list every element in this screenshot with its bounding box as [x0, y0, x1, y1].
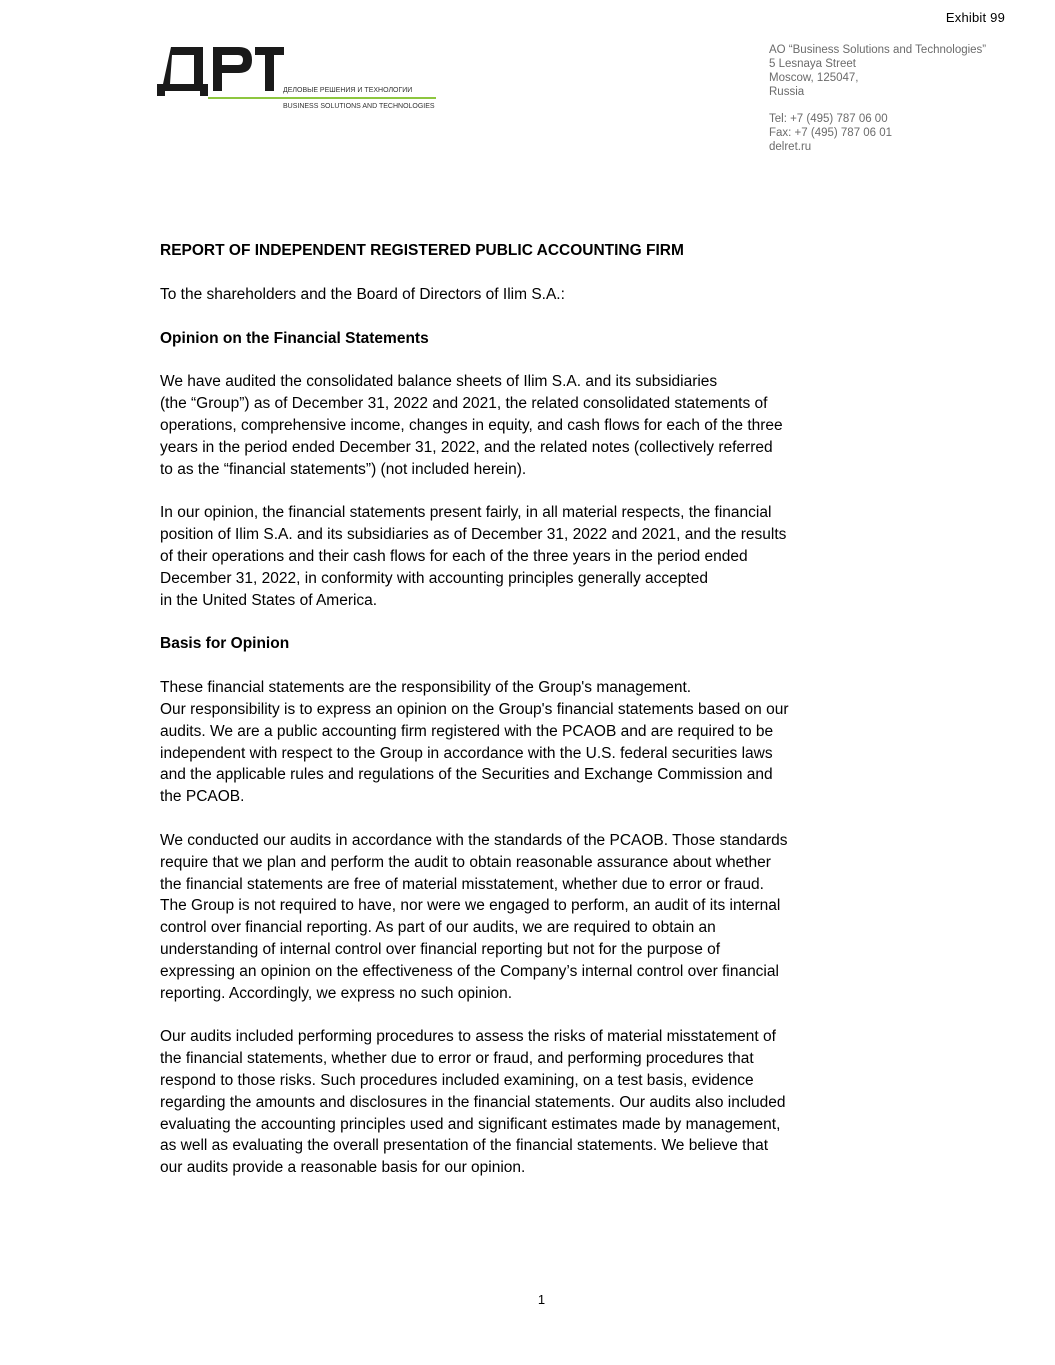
opinion-paragraph-2: In our opinion, the financial statements present fairly, in all material respects, the financial position of Ilim S.A. and its subsidiaries as of December 31, 2022 and 2021, and the results of their operations and their cash flows for each of the three years in the period ended December 31, 2022, in conformity with accounting principles generally accepted in the United States of America.	[160, 504, 787, 609]
page-number: 1	[537, 1292, 546, 1307]
report-body	[160, 240, 850, 1201]
salutation: To the shareholders and the Board of Directors of Ilim S.A.:	[160, 285, 565, 303]
exhibit-label: Exhibit 99	[945, 10, 1005, 25]
fax-line: Fax: +7 (495) 787 06 01	[769, 127, 893, 139]
company-address	[769, 43, 986, 154]
address-line: Russia	[769, 86, 805, 98]
address-line: AO “Business Solutions and Technologies”	[769, 44, 987, 56]
basis-paragraph-2: We conducted our audits in accordance with the standards of the PCAOB. Those standards require that we plan and perform the audit to obtain reasonable assurance about whether the financial statements are free of material misstatement, whether due to error or fraud. The Group is not required to have, nor were we engaged to perform, an audit of its internal control over financial reporting. As part of our audits, we are required to obtain an understanding of internal control over financial reporting but not for the purpose of expressing an opinion on the effectiveness of the Company’s internal control over financial reporting. Accordingly, we express no such opinion.	[160, 831, 788, 1002]
logo-tagline-en: BUSINESS SOLUTIONS AND TECHNOLOGIES	[283, 103, 435, 110]
report-title: REPORT OF INDEPENDENT REGISTERED PUBLIC ACCOUNTING FIRM	[160, 242, 684, 259]
opinion-paragraph-1: We have audited the consolidated balance sheets of Ilim S.A. and its subsidiaries (the “Group”) as of December 31, 2022 and 2021, the related consolidated statements of operations, comprehensive income, changes in equity, and cash flows for each of the three years in the period ended December 31, 2022, and the related notes (collectively referred to as the “financial statements”) (not included herein).	[160, 373, 783, 478]
opinion-heading: Opinion on the Financial Statements	[160, 329, 429, 347]
logo-tagline-ru: ДЕЛОВЫЕ РЕШЕНИЯ И ТЕХНОЛОГИИ	[283, 87, 413, 94]
website-line: delret.ru	[769, 141, 812, 153]
company-logo	[157, 44, 437, 114]
basis-heading: Basis for Opinion	[160, 635, 290, 653]
phone-line: Tel: +7 (495) 787 06 00	[769, 113, 888, 125]
logo-accent-line	[208, 97, 436, 99]
basis-paragraph-3: Our audits included performing procedures to assess the risks of material misstatement of the financial statements, whether due to error or fraud, and performing procedures that respond to those risks. Such procedures included examining, on a test basis, evidence regarding the amounts and disclosures in the financial statements. Our audits also included evaluating the accounting principles used and significant estimates made by management, as well as evaluating the overall presentation of the financial statements. We believe that our audits provide a reasonable basis for our opinion.	[160, 1028, 786, 1177]
drt-logo-mark	[157, 44, 287, 100]
address-line: 5 Lesnaya Street	[769, 58, 856, 70]
address-line: Moscow, 125047,	[769, 72, 859, 84]
basis-paragraph-1: These financial statements are the responsibility of the Group's management. Our responsibility is to express an opinion on the Group's financial statements based on our audits. We are a public accounting firm registered with the PCAOB and are required to be independent with respect to the Group in accordance with the U.S. federal securities laws and the applicable rules and regulations of the Securities and Exchange Commission and the PCAOB.	[160, 679, 789, 806]
